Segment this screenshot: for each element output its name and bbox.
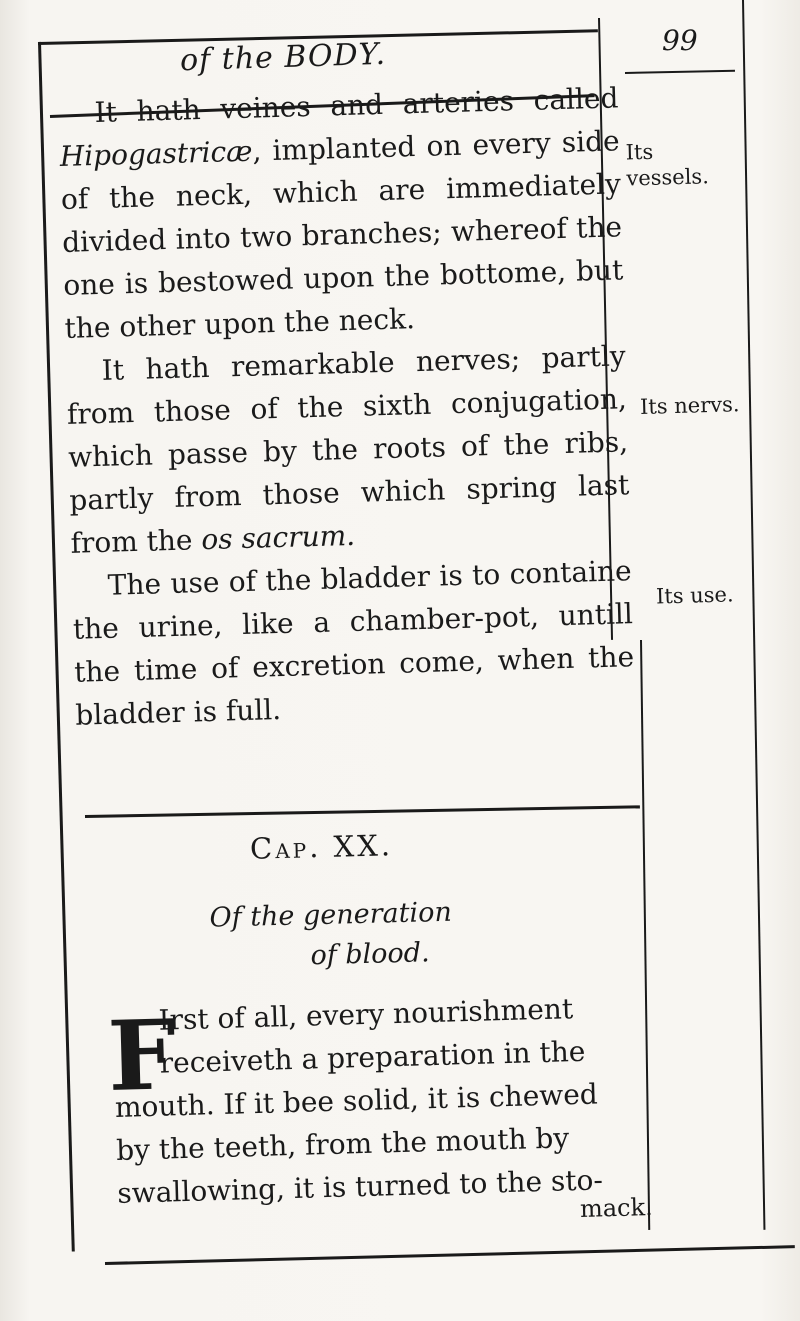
frame-right-rule bbox=[742, 0, 765, 1230]
paragraph-text: It hath veines and arteries called bbox=[94, 81, 619, 129]
margin-note-nerves: Its nervs. bbox=[639, 392, 740, 419]
paragraph-text: , implanted on every side of the neck, which are immediately divided into two branches; whereof the one is bestowed upon the bottome, but the other upon the neck. bbox=[60, 124, 624, 345]
text-line: swallowing, it is turned to the sto- bbox=[116, 1163, 604, 1210]
text-line: receiveth a preparation in the bbox=[159, 1034, 586, 1080]
margin-note-use: Its use. bbox=[655, 582, 734, 609]
italic-term: Hipogastricæ bbox=[59, 134, 253, 173]
chapter-separator-rule bbox=[85, 805, 640, 818]
paragraph-vessels bbox=[58, 76, 625, 350]
page-number: 99 bbox=[662, 24, 698, 57]
chapter-subtitle-line: Of the generation bbox=[209, 896, 453, 934]
paragraph-text: The use of the bladder is to containe the urine, like a chamber-pot, untill the time of excretion come, when the bladder is full. bbox=[72, 554, 635, 732]
text-line: by the teeth, from the mouth by bbox=[115, 1121, 570, 1167]
catchword: mack. bbox=[579, 1192, 654, 1224]
margin-note-vessels: Its vessels. bbox=[625, 139, 710, 191]
text-line: mouth. If it bee solid, it is chewed bbox=[114, 1077, 599, 1124]
running-head: of the BODY. bbox=[179, 36, 387, 79]
chapter-title: Cap. XX. bbox=[249, 828, 394, 866]
chapter-text bbox=[112, 985, 663, 1215]
frame-bottom-rule bbox=[105, 1245, 795, 1265]
page-number-underline bbox=[625, 70, 735, 74]
paragraph-text: It hath remarkable nerves; partly from those of the sixth conjugation, which passe by the roots of the ribs, partly from those which spring last from the bbox=[66, 339, 630, 560]
italic-term: os sacrum. bbox=[200, 518, 356, 557]
chapter-subtitle bbox=[209, 891, 511, 978]
paragraph-nerves bbox=[65, 334, 631, 565]
text-line: Irst of all, every nourishment bbox=[158, 992, 574, 1037]
body-text bbox=[58, 76, 636, 736]
drop-cap: F bbox=[106, 998, 178, 1113]
chapter-subtitle-line: of blood. bbox=[310, 937, 430, 972]
paragraph-use bbox=[71, 549, 636, 737]
